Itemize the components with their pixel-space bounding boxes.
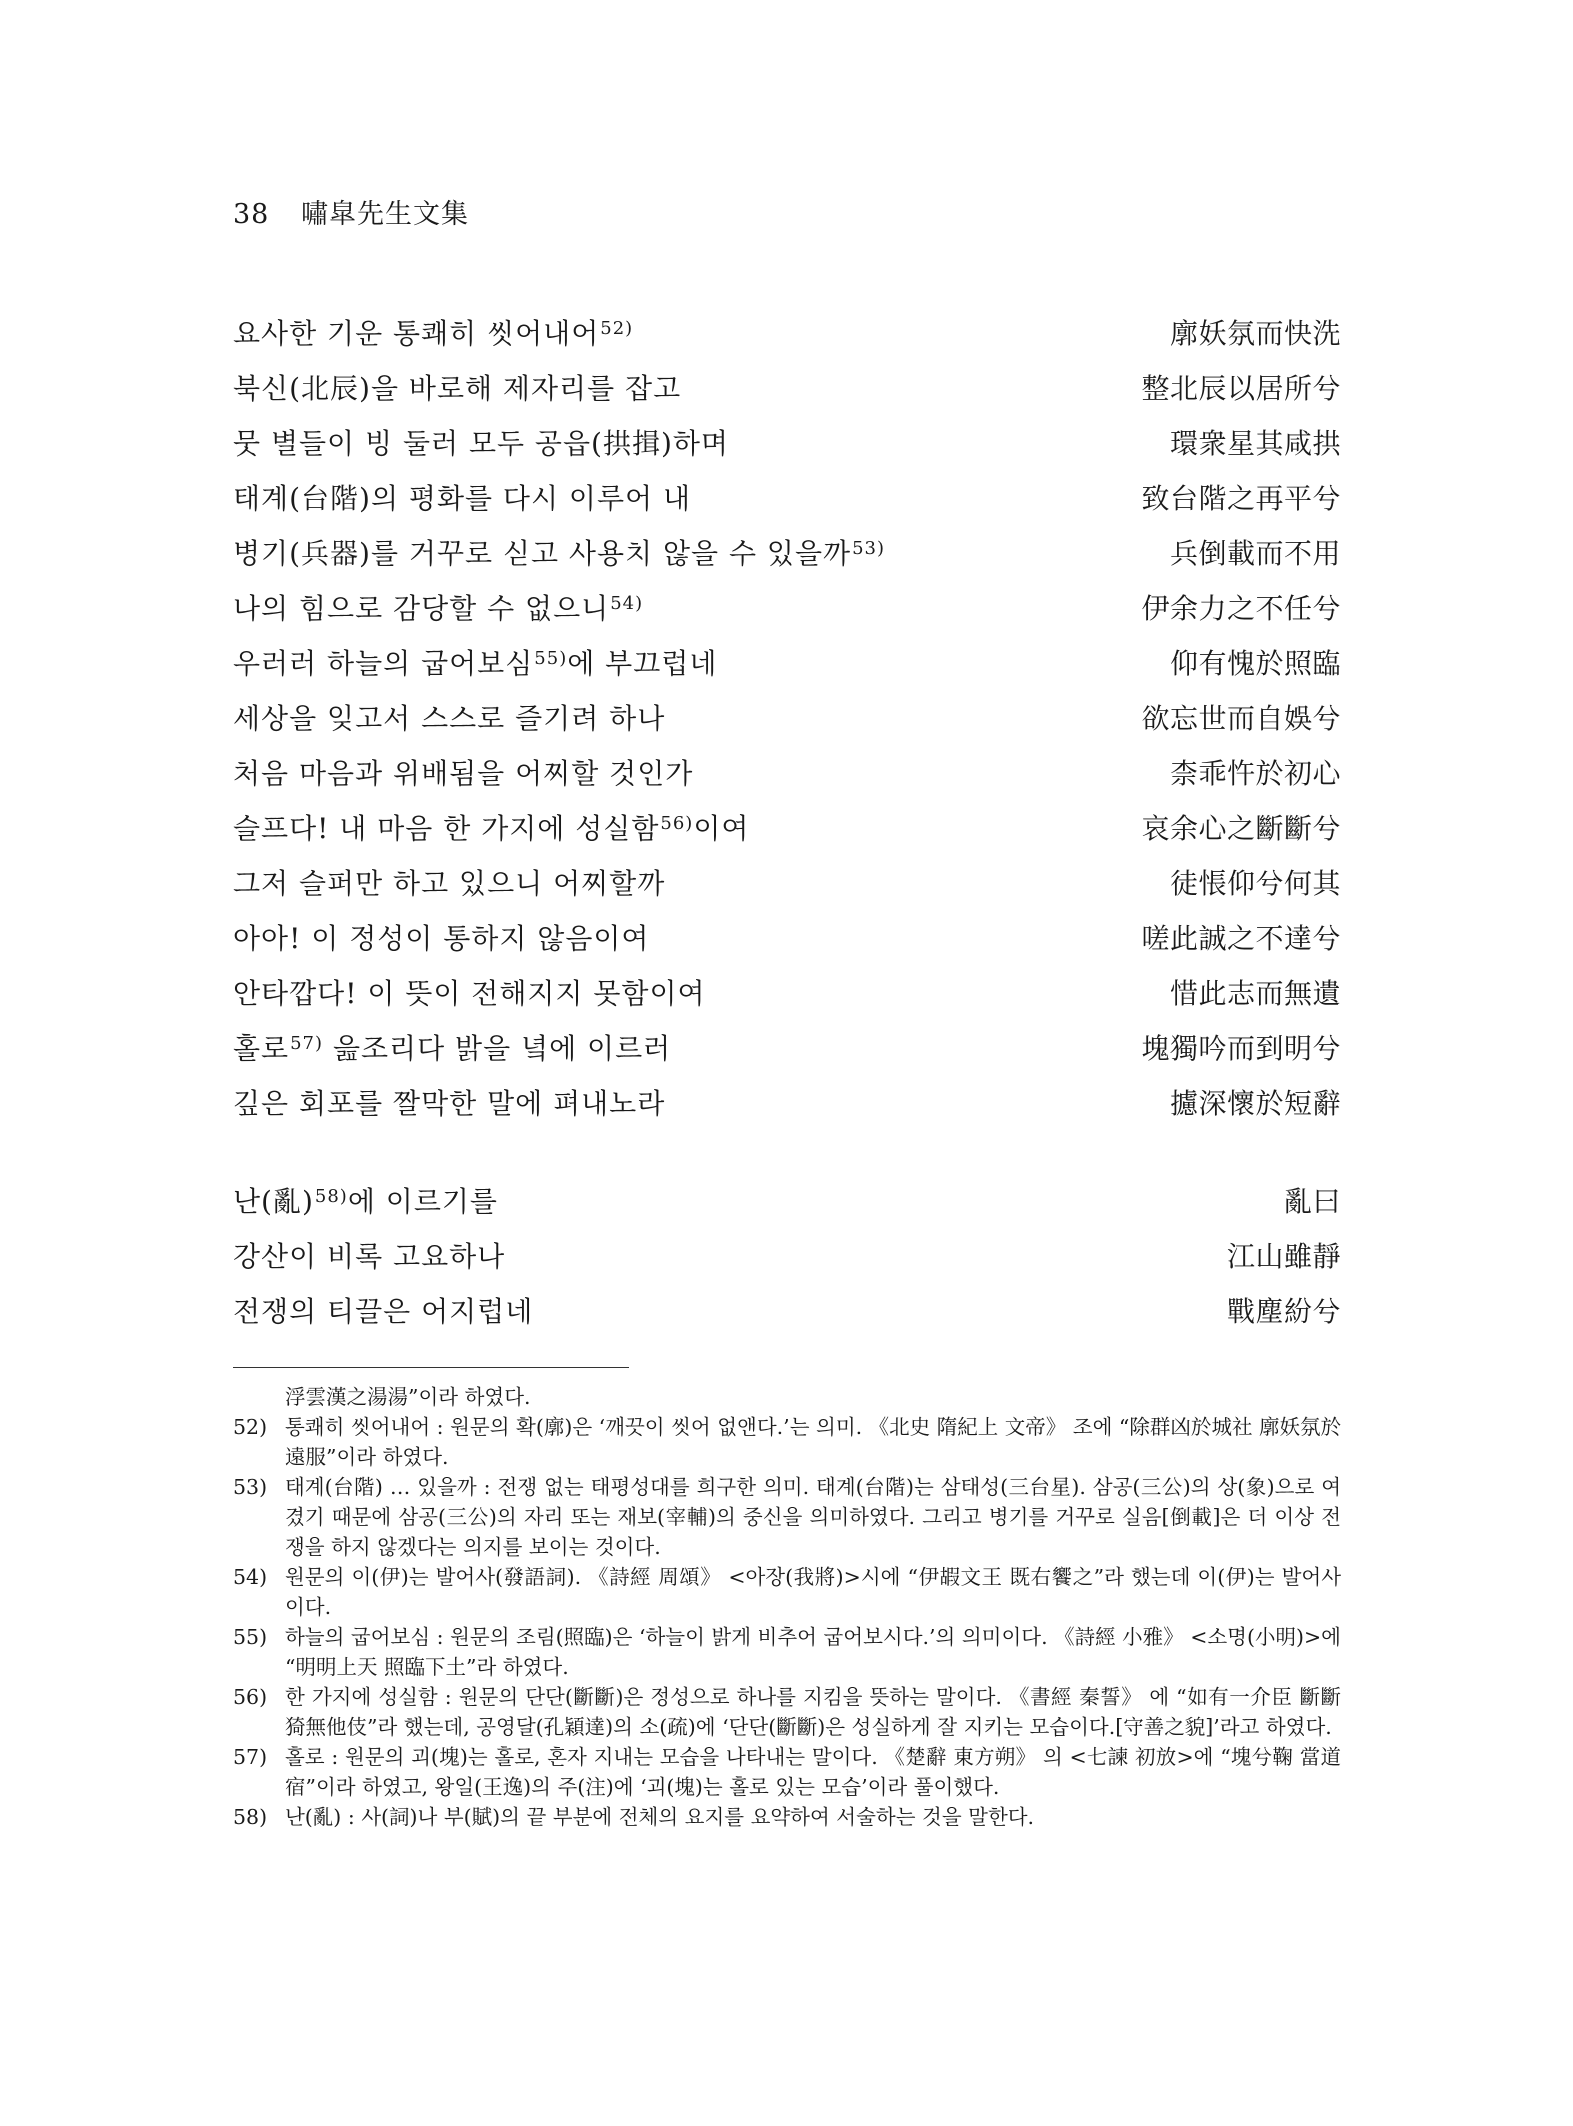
korean-text: 뭇 별들이 빙 둘러 모두 공읍(拱揖)하며 [233,427,729,460]
hanja-original: 攄深懷於短辭 [1169,1087,1341,1120]
korean-translation [233,532,885,572]
korean-translation [233,422,729,462]
verse-line [233,477,1341,532]
footnote-text: 태계(台階) … 있을까 : 전쟁 없는 태평성대를 희구한 의미. 태계(台階)는 삼태성(三台星). 삼공(三公)의 상(象)으로 여겼기 때문에 삼공(三公)의 자리 또는 재보(宰輔)의 중신을 의미하였다. 그리고 병기를 거꾸로 실음[倒載]은 더 이상 전쟁을 하지 않겠다는 의지를 보이는 것이다. [285,1475,1342,1559]
verse-line [233,972,1341,1027]
hanja-original: 戰塵紛兮 [1226,1295,1341,1328]
korean-text: 그저 슬퍼만 하고 있으니 어찌할까 [233,867,666,900]
korean-text: 병기(兵器)를 거꾸로 싣고 사용치 않을 수 있을까 [233,537,852,570]
hanja-original: 塊獨吟而到明兮 [1141,1032,1341,1065]
verse-line [233,532,1341,587]
korean-text: 태계(台階)의 평화를 다시 이루어 내 [233,482,692,515]
footnote-number: 52) [233,1415,268,1439]
korean-text: 난(亂) [233,1185,314,1218]
footnote-marker: 53) [852,538,886,559]
korean-translation [233,972,706,1012]
korean-text: 우러러 하늘의 굽어보심 [233,647,534,680]
korean-text: 슬프다! 내 마음 한 가지에 성실함 [233,812,660,845]
footnote-number: 53) [233,1475,268,1499]
korean-translation [233,862,665,902]
verse-line [233,312,1341,367]
footnote-text: 통쾌히 씻어내어 : 원문의 확(廓)은 ‘깨끗이 씻어 없앤다.’는 의미. 《北史 隋紀上 文帝》 조에 “除群凶於城社 廓妖氛於遠服”이라 하였다. [285,1415,1341,1469]
korean-text: 북신(北辰)을 바로해 제자리를 잡고 [233,372,682,405]
hanja-original: 廓妖氛而快洗 [1169,317,1341,350]
korean-text-continued: 에 부끄럽네 [567,647,718,680]
footnote-item [233,1562,1341,1622]
korean-translation [233,807,749,847]
footnote-text: 한 가지에 성실함 : 원문의 단단(斷斷)은 정성으로 하나를 지킴을 뜻하는 말이다. 《書經 秦誓》 에 “如有一介臣 斷斷猗無他伎”라 했는데, 공영달(孔穎達)의 소(疏)에 ‘단단(斷斷)은 성실하게 잘 지키는 모습이다.[守善之貌]’라고 하였다. [285,1685,1341,1739]
verse-line [233,807,1341,862]
verse-line [233,1235,1341,1290]
hanja-original: 徒悵仰兮何其 [1169,867,1341,900]
korean-text: 세상을 잊고서 스스로 즐기려 하나 [233,702,666,735]
hanja-original: 環衆星其咸拱 [1169,427,1341,460]
footnote-number: 56) [233,1685,268,1709]
korean-translation [233,1027,671,1067]
verse-line [233,587,1341,642]
hanja-original: 兵倒載而不用 [1169,537,1341,570]
korean-text: 나의 힘으로 감당할 수 없으니 [233,592,610,625]
hanja-original: 嗟此誠之不達兮 [1141,922,1341,955]
hanja-original: 整北辰以居所兮 [1141,372,1341,405]
korean-text: 아아! 이 정성이 통하지 않음이여 [233,922,650,955]
hanja-original: 伊余力之不任兮 [1141,592,1341,625]
footnote-number: 55) [233,1625,268,1649]
korean-translation [233,1235,505,1275]
korean-text: 홀로 [233,1032,290,1065]
footnote-marker: 57) [290,1033,324,1054]
hanja-original: 亂曰 [1283,1185,1341,1218]
footnotes [233,1382,1341,1832]
korean-translation [233,587,643,627]
korean-translation [233,477,691,517]
korean-translation [233,1290,533,1330]
korean-translation [233,642,717,682]
footnote-separator [233,1367,629,1368]
footnote-number: 58) [233,1805,268,1829]
korean-text: 요사한 기운 통쾌히 씻어내어 [233,317,600,350]
footnote-item [233,1622,1341,1682]
footnote-marker: 54) [610,593,644,614]
hanja-original: 哀余心之斷斷兮 [1141,812,1341,845]
footnote-marker: 56) [660,813,694,834]
page-header [233,192,469,231]
korean-translation [233,917,649,957]
luan-block [233,1180,1341,1345]
footnote-marker: 52) [600,318,634,339]
korean-translation [233,752,693,792]
footnote-text: 원문의 이(伊)는 발어사(發語詞). 《詩經 周頌》 <아장(我將)>시에 “伊嘏文王 既右饗之”라 했는데 이(伊)는 발어사이다. [285,1565,1341,1619]
korean-translation [233,1180,498,1220]
korean-text: 깊은 회포를 짤막한 말에 펴내노라 [233,1087,666,1120]
korean-text-continued: 읊조리다 밝을 녘에 이르러 [323,1032,672,1065]
footnote-marker: 58) [314,1186,348,1207]
footnote-item [233,1412,1341,1472]
korean-text-continued: 에 이르기를 [347,1185,498,1218]
footnote-number: 54) [233,1565,268,1589]
footnote-item [233,1682,1341,1742]
footnote-item [233,1742,1341,1802]
korean-text-continued: 이여 [693,812,750,845]
footnote-text: 하늘의 굽어보심 : 원문의 조림(照臨)은 ‘하늘이 밝게 비추어 굽어보시다.’의 의미이다. 《詩經 小雅》 <소명(小明)>에 “明明上天 照臨下土”라 하였다. [285,1625,1341,1679]
verse-line [233,367,1341,422]
footnote-item [233,1802,1341,1832]
korean-translation [233,697,665,737]
korean-text: 처음 마음과 위배됨을 어찌할 것인가 [233,757,694,790]
hanja-original: 江山雖靜 [1226,1240,1341,1273]
korean-text: 강산이 비록 고요하나 [233,1240,506,1273]
hanja-original: 欲忘世而自娛兮 [1141,702,1341,735]
korean-translation [233,312,633,352]
footnote-text: 난(亂) : 사(詞)나 부(賦)의 끝 부분에 전체의 요지를 요약하여 서술하는 것을 말한다. [285,1805,1035,1829]
verse-block [233,312,1341,1137]
footnote-item [233,1472,1341,1562]
verse-line [233,752,1341,807]
verse-line [233,422,1341,477]
verse-line [233,642,1341,697]
footnote-marker: 55) [534,648,568,669]
verse-line [233,917,1341,972]
verse-line [233,1180,1341,1235]
hanja-original: 致台階之再平兮 [1141,482,1341,515]
book-title: 嘯皐先生文集 [300,199,469,230]
footnote-text: 홀로 : 원문의 괴(塊)는 홀로, 혼자 지내는 모습을 나타내는 말이다. 《楚辭 東方朔》 의 <七諫 初放>에 “塊兮鞠 當道宿”이라 하였고, 왕일(王逸)의 주(注)에 ‘괴(塊)는 홀로 있는 모습’이라 풀이했다. [285,1745,1341,1799]
hanja-original: 仰有愧於照臨 [1169,647,1341,680]
verse-line [233,862,1341,917]
korean-translation [233,1082,665,1122]
korean-text: 전쟁의 티끌은 어지럽네 [233,1295,534,1328]
korean-translation [233,367,681,407]
verse-line [233,1082,1341,1137]
footnote-number: 57) [233,1745,268,1769]
page-number: 38 [233,199,270,230]
hanja-original: 惜此志而無遺 [1169,977,1341,1010]
verse-line [233,1290,1341,1345]
verse-line [233,1027,1341,1082]
footnote-continuation: 浮雲漢之湯湯”이라 하였다. [285,1385,531,1409]
verse-line [233,697,1341,752]
korean-text: 안타깝다! 이 뜻이 전해지지 못함이여 [233,977,706,1010]
hanja-original: 柰乖忤於初心 [1169,757,1341,790]
